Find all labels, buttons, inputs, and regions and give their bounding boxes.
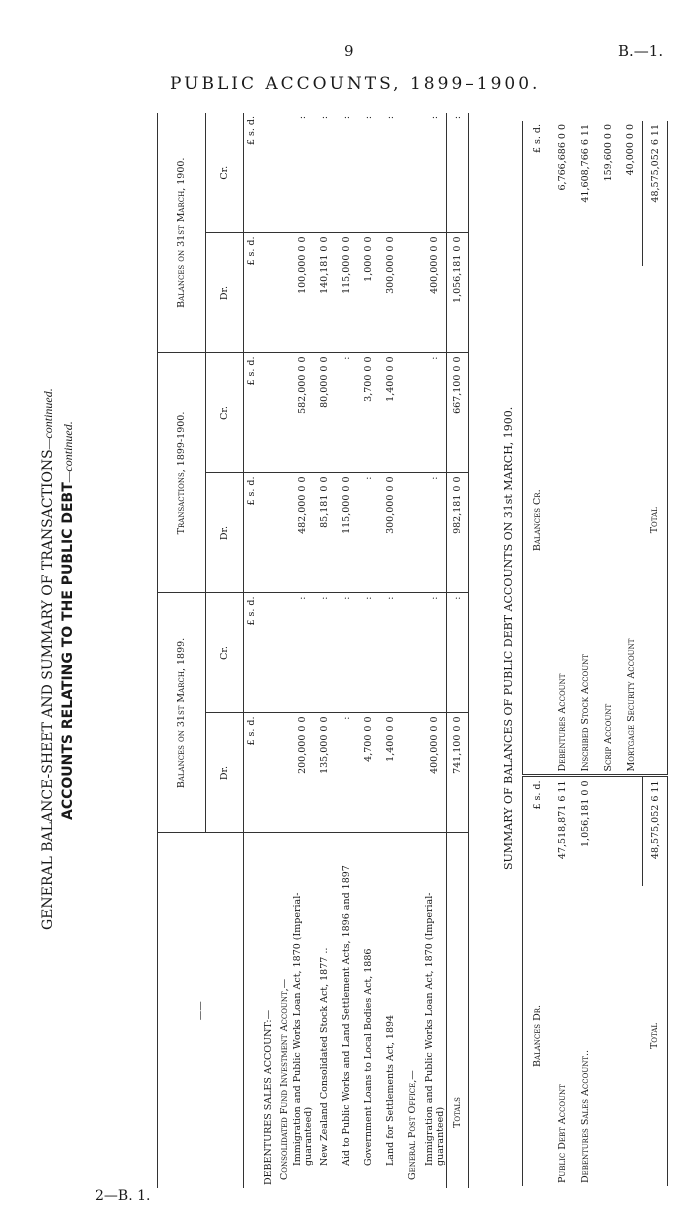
cell: 3,700 0 0 — [358, 353, 380, 473]
row-label: New Zealand Consolidated Stock Act, 1877 .. — [314, 833, 336, 1188]
cell: 85,181 0 0 — [314, 473, 336, 593]
cell: 135,000 0 0 — [314, 713, 336, 833]
cell: : — [358, 473, 380, 593]
row-label: Aid to Public Works and Land Settlement Acts, 1896 and 1897 — [336, 833, 358, 1188]
cell: : — [429, 115, 440, 120]
table-row — [336, 113, 358, 1188]
cell: : — [363, 115, 374, 120]
cell: 482,000 0 0 — [292, 473, 314, 593]
cell: : — [385, 115, 396, 120]
cell: 200,000 0 0 — [292, 713, 314, 833]
page-title: PUBLIC ACCOUNTS, 1899–1900. — [170, 74, 541, 94]
group-header-transactions: Transactions, 1899-1900. — [158, 353, 206, 593]
dr-section-header: Balances Dr. — [531, 1004, 543, 1068]
table-row — [314, 113, 336, 1188]
row-label: Public Debt Account — [557, 1084, 569, 1183]
dr-header: Dr. — [206, 473, 244, 593]
summary-table — [522, 121, 668, 1186]
total-cell: 48,575,052 6 11 — [643, 121, 668, 266]
total-cell: 741,100 0 0 — [446, 713, 468, 833]
cell: 4,700 0 0 — [358, 713, 380, 833]
total-cell: 1,056,181 0 0 — [446, 233, 468, 353]
totals-label: Total — [643, 266, 668, 776]
label-column-header: —— — [158, 833, 244, 1188]
cr-section-header: Balances Cr. — [523, 266, 552, 776]
document-reference: B.—1. — [618, 42, 664, 60]
summary-table-wrapper — [522, 121, 668, 1186]
table-row — [292, 113, 314, 1188]
dr-header: Dr. — [206, 713, 244, 833]
cell: : — [424, 473, 447, 593]
table-row — [424, 113, 447, 1188]
group-header-1899: Balances on 31st March, 1899. — [158, 593, 206, 833]
totals-row — [446, 113, 468, 1188]
row-label: Scrip Account — [597, 266, 620, 776]
totals-label: Total — [649, 1022, 661, 1050]
row-label: Immigration and Public Works Loan Act, 1870 (Imperial-guaranteed) — [424, 833, 447, 1188]
row-label: Mortgage Security Account — [620, 266, 643, 776]
cell: : — [358, 593, 380, 713]
cell: 1,400 0 0 — [380, 353, 402, 473]
row-label: Debentures Sales Account.. — [580, 1049, 592, 1183]
cell: 400,000 0 0 — [424, 713, 447, 833]
units-label: £ s. d. — [244, 233, 260, 353]
totals-label: Totals — [446, 833, 468, 1188]
table-row — [552, 121, 575, 1186]
cell: 47,518,871 6 11 — [557, 780, 569, 860]
cell: 80,000 0 0 — [314, 353, 336, 473]
cr-header: Cr. — [219, 165, 230, 180]
cell: 1,400 0 0 — [380, 713, 402, 833]
summary-title: SUMMARY OF BALANCES OF PUBLIC DEBT ACCOUNTS ON 31st MARCH, 1900. — [502, 406, 515, 870]
row-label: Debentures Account — [552, 266, 575, 776]
total-cell: : — [451, 115, 463, 120]
cell: 40,000 0 0 — [625, 124, 637, 176]
table-row — [620, 121, 643, 1186]
cell: : — [341, 115, 352, 120]
cell: 115,000 0 0 — [336, 473, 358, 593]
cr-header: Cr. — [206, 593, 244, 713]
total-cell: : — [446, 593, 468, 713]
cell: 41,608,766 6 11 — [580, 124, 592, 203]
subsection-heading: General Post Office,— — [402, 833, 424, 1188]
cell: : — [292, 593, 314, 713]
units-label: £ s. d. — [244, 353, 260, 473]
row-label: Inscribed Stock Account — [574, 266, 597, 776]
cell: 300,000 0 0 — [380, 233, 402, 353]
table-row — [358, 113, 380, 1188]
row-label: Immigration and Public Works Loan Act, 1870 (Imperial-guaranteed) — [292, 833, 314, 1188]
cell: : — [380, 593, 402, 713]
table-row — [574, 121, 597, 1186]
public-debt-table — [157, 113, 469, 1188]
cell: : — [336, 353, 358, 473]
heading-block — [40, 388, 76, 930]
total-cell: 48,575,052 6 11 — [643, 776, 668, 886]
group-header-1900: Balances on 31st March, 1900. — [158, 113, 206, 353]
units-label: £ s. d. — [246, 115, 258, 146]
table-row — [597, 121, 620, 1186]
totals-row — [643, 121, 668, 1186]
cell: 6,766,686 0 0 — [557, 124, 569, 191]
cell: : — [319, 115, 330, 120]
page-footer: 2—B. 1. — [95, 1188, 151, 1204]
section-heading: DEBENTURES SALES ACCOUNT:— — [260, 833, 278, 1188]
cell: 159,600 0 0 — [602, 124, 614, 182]
units-label: £ s. d. — [244, 473, 260, 593]
row-label: Land for Settlements Act, 1894 — [380, 833, 402, 1188]
cell: : — [336, 713, 358, 833]
dr-header: Dr. — [206, 233, 244, 353]
units-label: £ s. d. — [244, 593, 260, 713]
subsection-heading: Consolidated Fund Investment Account,— — [278, 833, 292, 1188]
page-number: 9 — [344, 42, 354, 60]
heading-line-1: GENERAL BALANCE-SHEET AND SUMMARY OF TRANSACTIONS—continued. — [40, 388, 56, 930]
units-label: £ s. d. — [244, 713, 260, 833]
cell: 140,181 0 0 — [314, 233, 336, 353]
total-cell: 667,100 0 0 — [446, 353, 468, 473]
total-cell: 982,181 0 0 — [446, 473, 468, 593]
cell: 100,000 0 0 — [292, 233, 314, 353]
cell: 115,000 0 0 — [336, 233, 358, 353]
cell: : — [314, 593, 336, 713]
cell: 400,000 0 0 — [424, 233, 447, 353]
units-label: £ s. d. — [531, 124, 543, 154]
cr-header: Cr. — [206, 353, 244, 473]
cell: : — [424, 593, 447, 713]
table-row — [380, 113, 402, 1188]
row-label: Government Loans to Local Bodies Act, 1886 — [358, 833, 380, 1188]
cell: 1,000 0 0 — [358, 233, 380, 353]
cell: 582,000 0 0 — [292, 353, 314, 473]
units-label: £ s. d. — [531, 780, 543, 810]
cell: : — [336, 593, 358, 713]
cell: : — [297, 115, 308, 120]
cell: : — [424, 353, 447, 473]
cell: 1,056,181 0 0 — [580, 780, 592, 847]
heading-line-2: ACCOUNTS RELATING TO THE PUBLIC DEBT—continued. — [60, 421, 76, 820]
main-table-wrapper — [157, 113, 469, 1188]
cell: 300,000 0 0 — [380, 473, 402, 593]
